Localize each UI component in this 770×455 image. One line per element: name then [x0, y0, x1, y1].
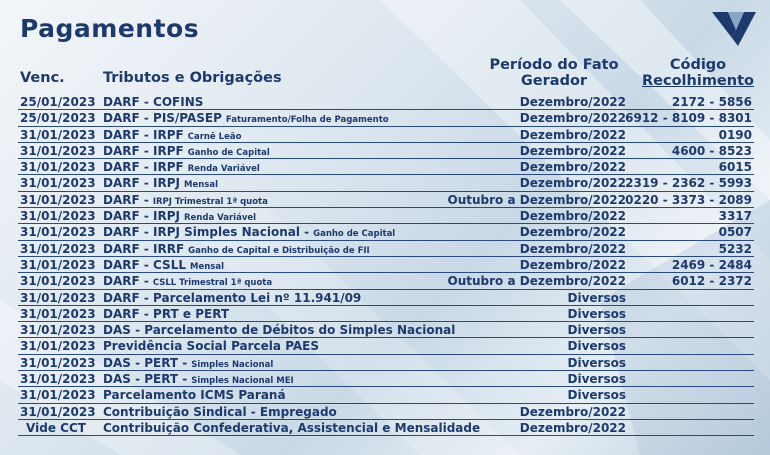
row-codigo: 2469 - 2484: [671, 257, 752, 272]
header-tributos: Tributos e Obrigações: [103, 70, 282, 86]
row-venc: 31/01/2023: [20, 355, 96, 370]
table-row: [18, 241, 754, 257]
table-row: [18, 224, 754, 240]
row-periodo: Diversos: [567, 339, 626, 354]
row-venc: 31/01/2023: [20, 176, 96, 191]
row-tributo: [103, 193, 268, 209]
table-row: [18, 143, 754, 159]
row-codigo: 4600 - 8523: [671, 143, 752, 158]
row-tributo-sub: Simples Nacional: [191, 359, 274, 370]
row-tributo: [103, 128, 241, 144]
row-venc: 31/01/2023: [20, 209, 96, 224]
row-tributo: [103, 242, 370, 258]
row-periodo: Outubro a Dezembro/2022: [447, 192, 626, 207]
row-tributo-main: Contribuição Confederativa, Assistencial e Mensalidade: [103, 420, 481, 435]
row-venc: 25/01/2023: [20, 111, 96, 126]
row-tributo-main: DARF - IRPF: [103, 127, 184, 142]
row-periodo: Diversos: [567, 306, 626, 321]
table-row: [18, 110, 754, 126]
row-codigo: 6912 - 8109 - 8301: [625, 111, 752, 126]
row-periodo: Diversos: [567, 388, 626, 403]
header-periodo-line2: Gerador: [520, 73, 588, 89]
row-venc: 31/01/2023: [20, 404, 96, 419]
header-codigo-line1: Código: [669, 57, 727, 73]
row-codigo: 3317: [718, 209, 752, 224]
row-periodo: Dezembro/2022: [519, 257, 626, 272]
table-row: [18, 404, 754, 420]
row-venc: 31/01/2023: [20, 127, 96, 142]
row-tributo: [103, 388, 286, 402]
row-tributo-main: DARF -: [103, 274, 149, 289]
row-venc: 31/01/2023: [20, 388, 96, 403]
table-row: [18, 273, 754, 289]
row-venc: 31/01/2023: [20, 257, 96, 272]
row-periodo: Dezembro/2022: [519, 241, 626, 256]
row-tributo: [103, 307, 229, 321]
row-venc: 31/01/2023: [20, 274, 96, 289]
row-venc: 31/01/2023: [20, 306, 96, 321]
row-codigo: 6015: [718, 160, 752, 175]
row-tributo-sub: CSLL Trimestral 1ª quota: [152, 278, 273, 289]
table-row: [18, 420, 754, 436]
row-tributo-sub: IRPJ Trimestral 1ª quota: [152, 196, 268, 207]
row-tributo: [103, 421, 480, 435]
row-venc: 31/01/2023: [20, 143, 96, 158]
row-tributo: [103, 274, 272, 290]
table-row: [18, 257, 754, 273]
table-row: [18, 306, 754, 322]
payments-table: [18, 94, 754, 436]
row-periodo: Dezembro/2022: [519, 404, 626, 419]
table-row: [18, 94, 754, 110]
row-venc: 31/01/2023: [20, 323, 96, 338]
row-tributo: [103, 291, 361, 305]
row-tributo-main: DARF - CSLL: [103, 257, 186, 272]
row-tributo-sub: Faturamento/Folha de Pagamento: [225, 115, 389, 126]
header-codigo: [640, 57, 756, 89]
table-row: [18, 387, 754, 403]
row-codigo: 0507: [718, 225, 752, 240]
row-periodo: Dezembro/2022: [519, 160, 626, 175]
row-codigo: 2319 - 2362 - 5993: [625, 176, 752, 191]
row-tributo-main: DARF - IRPF: [103, 143, 184, 158]
row-codigo: 2172 - 5856: [671, 95, 752, 109]
row-tributo-main: DAS - PERT -: [103, 372, 188, 387]
row-tributo-main: Contribuição Sindical - Empregado: [103, 404, 337, 419]
row-periodo: Dezembro/2022: [519, 143, 626, 158]
row-venc: 31/01/2023: [20, 339, 96, 354]
row-tributo: [103, 144, 270, 160]
table-row: [18, 322, 754, 338]
row-periodo: Dezembro/2022: [519, 95, 626, 109]
row-tributo: [103, 372, 294, 388]
table-row: [18, 175, 754, 191]
header-periodo-line1: Período do Fato: [489, 57, 619, 73]
table-row: [18, 127, 754, 143]
row-tributo-sub: Mensal: [190, 261, 224, 272]
row-periodo: Dezembro/2022: [519, 111, 626, 126]
row-tributo: [103, 111, 389, 127]
row-tributo-main: DARF - IRPJ: [103, 176, 180, 191]
row-periodo: Diversos: [567, 372, 626, 387]
row-codigo: 6012 - 2372: [671, 274, 752, 289]
row-tributo: [103, 339, 319, 353]
table-row: [18, 159, 754, 175]
row-tributo-main: DARF - PRT e PERT: [103, 306, 230, 321]
row-venc: Vide CCT: [26, 420, 86, 435]
row-tributo-main: Parcelamento ICMS Paraná: [103, 388, 286, 403]
row-tributo: [103, 95, 203, 109]
row-tributo-main: DARF - IRPJ Simples Nacional -: [103, 225, 310, 240]
row-periodo: Diversos: [567, 290, 626, 305]
page-title: Pagamentos: [20, 14, 200, 43]
row-venc: 31/01/2023: [20, 241, 96, 256]
row-tributo-main: Previdência Social Parcela PAES: [103, 339, 320, 354]
header-periodo: [486, 57, 622, 89]
row-periodo: Dezembro/2022: [519, 209, 626, 224]
row-venc: 31/01/2023: [20, 290, 96, 305]
row-venc: 31/01/2023: [20, 372, 96, 387]
table-row: [18, 371, 754, 387]
row-periodo: Dezembro/2022: [519, 176, 626, 191]
header-venc: Venc.: [20, 70, 65, 86]
row-tributo-sub: Ganho de Capital: [313, 229, 396, 240]
row-venc: 31/01/2023: [20, 160, 96, 175]
row-tributo: [103, 160, 260, 176]
row-tributo: [103, 209, 256, 225]
row-tributo-sub: Ganho de Capital e Distribuição de FII: [188, 245, 370, 256]
row-periodo: Diversos: [567, 323, 626, 338]
row-tributo-main: DARF - IRRF: [103, 241, 185, 256]
header-codigo-line2: Recolhimento: [642, 73, 754, 89]
row-venc: 25/01/2023: [20, 95, 96, 109]
row-tributo: [103, 258, 224, 274]
row-periodo: Dezembro/2022: [519, 225, 626, 240]
row-tributo-main: DARF - Parcelamento Lei nº 11.941/09: [103, 290, 362, 305]
row-codigo: 5232: [718, 241, 752, 256]
row-periodo: Diversos: [567, 355, 626, 370]
row-periodo: Dezembro/2022: [519, 127, 626, 142]
table-row: [18, 208, 754, 224]
row-venc: 31/01/2023: [20, 225, 96, 240]
row-tributo-sub: Carnê Leão: [187, 131, 242, 142]
table-row: [18, 355, 754, 371]
row-tributo-sub: Renda Variável: [184, 213, 257, 224]
row-tributo-sub: Simples Nacional MEI: [191, 376, 294, 387]
row-periodo: Outubro a Dezembro/2022: [447, 274, 626, 289]
row-tributo-main: DAS - PERT -: [103, 355, 188, 370]
row-tributo-main: DARF - PIS/PASEP: [103, 111, 222, 126]
row-tributo: [103, 176, 218, 192]
row-tributo-sub: Ganho de Capital: [187, 147, 270, 158]
row-tributo: [103, 405, 337, 419]
row-periodo: Dezembro/2022: [519, 420, 626, 435]
row-tributo-main: DAS - Parcelamento de Débitos do Simples Nacional: [103, 323, 456, 338]
table-row: [18, 192, 754, 208]
row-codigo: 0220 - 3373 - 2089: [625, 192, 752, 207]
row-tributo-sub: Mensal: [184, 180, 218, 191]
row-tributo-main: DARF - COFINS: [103, 95, 204, 109]
row-tributo-main: DARF -: [103, 192, 149, 207]
row-tributo: [103, 356, 273, 372]
table-row: [18, 338, 754, 354]
row-tributo-main: DARF - IRPF: [103, 160, 184, 175]
table-row: [18, 290, 754, 306]
row-codigo: 0190: [718, 127, 752, 142]
row-tributo: [103, 323, 455, 337]
row-tributo-main: DARF - IRPJ: [103, 209, 180, 224]
row-tributo-sub: Renda Variável: [187, 164, 260, 175]
row-tributo: [103, 225, 395, 241]
company-logo-icon: [712, 12, 756, 46]
row-venc: 31/01/2023: [20, 192, 96, 207]
